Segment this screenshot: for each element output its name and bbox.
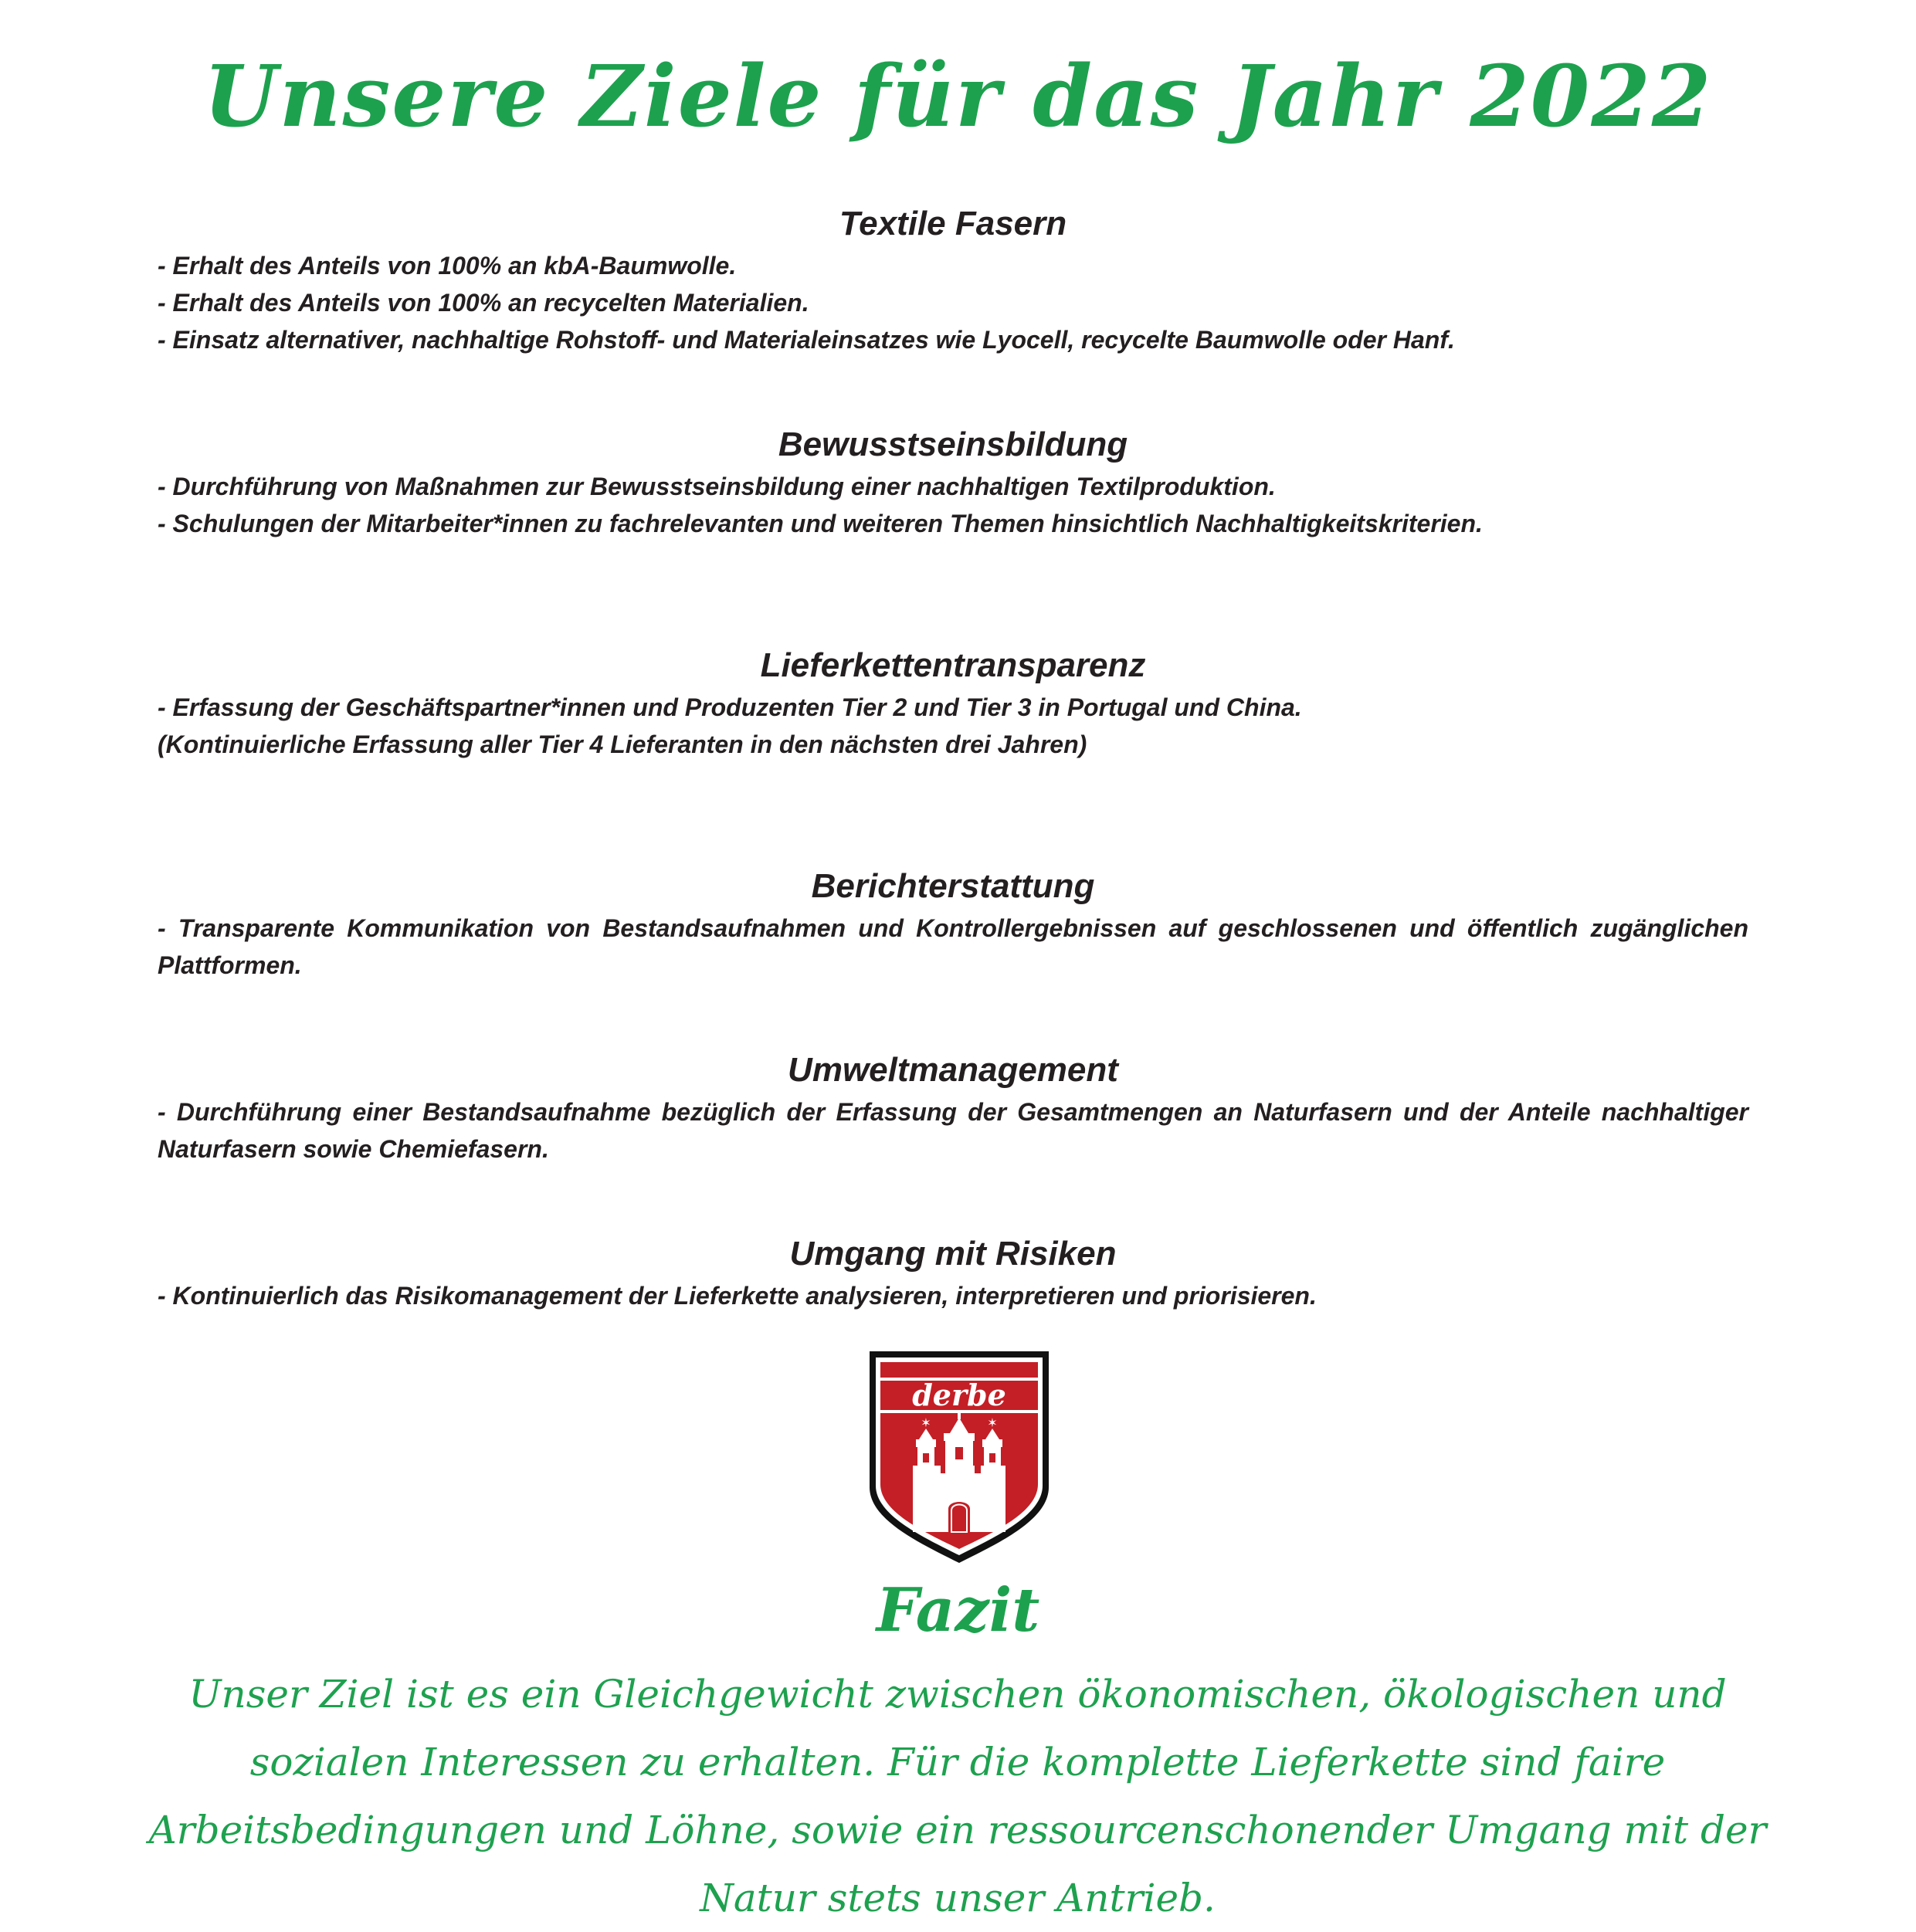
section-heading: Textile Fasern [839,205,1067,242]
section-heading: Bewusstseinsbildung [778,425,1128,463]
list-item: - Erfassung der Geschäftspartner*innen und Produzenten Tier 2 und Tier 3 in Portugal und China. [158,693,1302,721]
list-item: - Durchführung von Maßnahmen zur Bewusstseinsbildung einer nachhaltigen Textilproduktion. [158,473,1276,500]
section-heading: Lieferkettentransparenz [760,646,1146,684]
list-item: - Durchführung einer Bestandsaufnahme bezüglich der Erfassung der Gesamtmengen an Naturfasern und der Anteile nachhaltiger Naturfasern sowie Chemiefasern. [158,1098,1748,1163]
section-textile-fasern [158,202,1748,358]
fazit-text: Unser Ziel ist es ein Gleichgewicht zwischen ökonomischen, ökologischen und sozialen Interessen zu erhalten. Für die komplette Lieferkette sind faire Arbeitsbedingungen und Löhne, sowie ein ressourcenschonender Umgang mit der Natur stets unser Antrieb. [148,1672,1767,1920]
section-list [158,247,1748,358]
list-item: - Transparente Kommunikation von Bestandsaufnahmen und Kontrollergebnissen auf geschlossenen und öffentlich zugänglichen Plattformen. [158,914,1748,979]
svg-text:✶: ✶ [987,1415,998,1430]
section-umgang-mit-risiken [158,1232,1748,1314]
section-list [158,1093,1748,1168]
section-heading: Umgang mit Risiken [789,1235,1117,1273]
list-item: - Einsatz alternativer, nachhaltige Rohstoff- und Materialeinsatzes wie Lyocell, recycelte Baumwolle oder Hanf. [158,326,1455,354]
section-list [158,910,1748,984]
section-umweltmanagement [158,1049,1748,1168]
section-heading: Umweltmanagement [788,1051,1118,1089]
list-item: - Schulungen der Mitarbeiter*innen zu fachrelevanten und weiteren Themen hinsichtlich Nachhaltigkeitskriterien. [158,510,1483,537]
derbe-crest-logo [868,1350,1050,1564]
fazit-heading: Fazit [876,1575,1040,1646]
list-item: (Kontinuierliche Erfassung aller Tier 4 Lieferanten in den nächsten drei Jahren) [158,730,1087,758]
section-berichterstattung [158,865,1748,984]
section-heading: Berichterstattung [811,867,1095,905]
crest-logo-text: derbe [912,1378,1006,1412]
list-item: - Erhalt des Anteils von 100% an kbA-Baumwolle. [158,252,737,280]
section-list [158,468,1748,542]
page-title: Unsere Ziele für das Jahr 2022 [203,46,1713,146]
svg-text:✶: ✶ [921,1415,931,1430]
list-item: - Kontinuierlich das Risikomanagement der Lieferkette analysieren, interpretieren und priorisieren. [158,1282,1317,1310]
section-bewusstseinsbildung [158,423,1748,542]
section-lieferkettentransparenz [158,644,1748,763]
section-list [158,689,1748,763]
section-list [158,1277,1748,1314]
list-item: - Erhalt des Anteils von 100% an recycelten Materialien. [158,289,809,317]
